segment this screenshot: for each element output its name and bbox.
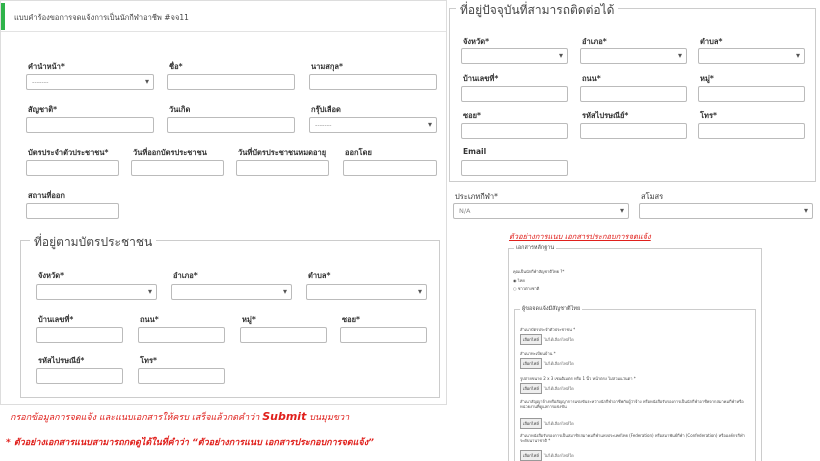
cur-email-input[interactable] [461, 160, 568, 176]
choose-file-button[interactable]: เลือกไฟล์ [520, 334, 542, 345]
addr-province-label: จังหวัด* [38, 271, 65, 280]
firstname-label: ชื่อ* [169, 62, 183, 71]
choose-file-button[interactable]: เลือกไฟล์ [520, 418, 542, 429]
id-address-title: ที่อยู่ตามบัตรประชาชน [30, 233, 156, 252]
cur-phone-label: โทร* [700, 111, 717, 120]
cur-subdistrict-label: ตำบล* [700, 37, 723, 46]
idcard-input[interactable] [26, 160, 119, 176]
radio-foreign[interactable]: ○ ชาวต่างชาติ [513, 286, 540, 291]
firstname-input[interactable] [167, 74, 295, 90]
documents-title: เอกสารหลักฐาน [516, 245, 555, 251]
thai-docs-title: ผู้ขอจดแจ้งมีสัญชาติไทย [522, 306, 581, 312]
doc-item-label: สำเนาทะเบียนบ้าน * [520, 351, 556, 356]
cur-province-select[interactable] [461, 48, 568, 64]
bloodtype-select[interactable] [309, 117, 437, 133]
cur-district-select[interactable] [580, 48, 687, 64]
prefix-select-value: ------- [32, 78, 49, 86]
cur-road-label: ถนน* [582, 74, 601, 83]
nationality-label: สัญชาติ* [28, 105, 58, 114]
issue-place-input[interactable] [26, 203, 119, 219]
issued-by-label: ออกโดย [345, 148, 372, 157]
cur-soi-label: ซอย* [463, 111, 481, 120]
sport-type-select[interactable] [453, 203, 629, 219]
choose-file-button[interactable]: เลือกไฟล์ [520, 450, 542, 461]
cur-moo-input[interactable] [698, 86, 805, 102]
cur-postcode-input[interactable] [580, 123, 687, 139]
addr-subdistrict-select[interactable] [306, 284, 427, 300]
instruction-note [10, 410, 349, 424]
submit-keyword: Submit [262, 410, 307, 423]
addr-house-no-label: บ้านเลขที่* [38, 315, 74, 324]
addr-moo-input[interactable] [240, 327, 327, 343]
cur-email-label: Email [463, 147, 487, 156]
issue-date-input[interactable] [131, 160, 224, 176]
no-file-text: ไม่ได้เลือกไฟล์ใด [544, 453, 574, 458]
addr-house-no-input[interactable] [36, 327, 123, 343]
cur-subdistrict-select[interactable] [698, 48, 805, 64]
no-file-text: ไม่ได้เลือกไฟล์ใด [544, 386, 574, 391]
club-select[interactable] [639, 203, 813, 219]
no-file-text: ไม่ได้เลือกไฟล์ใด [544, 421, 574, 426]
doc-item-label: สำเนาสัญญาจ้างหรือสัญญาการแข่งขันระหว่างนักกีฬาอาชีพกับผู้ว่าจ้าง หรือหนังสือรับรองการเป็นนักกีฬาอาชีพจากสมาคมกีฬาหรือหน่วยงานที่ดูแลการแข่งขัน [520, 399, 744, 409]
choose-file-button[interactable]: เลือกไฟล์ [520, 358, 542, 369]
example-note: * ตัวอย่างเอกสารแนบสามารถกดดูได้ในที่คำว่า “ตัวอย่างการแนบ เอกสารประกอบการจดแจ้ง” [6, 438, 374, 448]
cur-road-input[interactable] [580, 86, 687, 102]
sport-type-value: N/A [459, 207, 471, 215]
issue-place-label: สถานที่ออก [28, 191, 65, 200]
addr-postcode-input[interactable] [36, 368, 123, 384]
no-file-text: ไม่ได้เลือกไฟล์ใด [544, 337, 574, 342]
expiry-date-label: วันที่บัตรประชาชนหมดอายุ [238, 148, 327, 157]
instruction-note-prefix: กรอกข้อมูลการจดแจ้ง และแนบเอกสารให้ครบ เสร็จแล้วกดคำว่า [10, 413, 263, 423]
doc-example-link[interactable]: ตัวอย่างการแนบ เอกสารประกอบการจดแจ้ง [509, 232, 651, 241]
lastname-input[interactable] [309, 74, 437, 90]
addr-moo-label: หมู่* [242, 315, 256, 324]
bloodtype-label: กรุ๊ปเลือด [311, 105, 341, 114]
issued-by-input[interactable] [343, 160, 437, 176]
title-accent-bar [1, 3, 5, 30]
no-file-text: ไม่ได้เลือกไฟล์ใด [544, 361, 574, 366]
cur-postcode-label: รหัสไปรษณีย์* [582, 111, 629, 120]
addr-soi-input[interactable] [340, 327, 427, 343]
addr-phone-label: โทร* [140, 356, 157, 365]
club-label: สโมสร [641, 192, 664, 201]
current-address-title: ที่อยู่ปัจจุบันที่สามารถติดต่อได้ [456, 1, 618, 20]
doc-item-label: สำเนาบัตรประจำตัวประชาชน * [520, 327, 576, 332]
choose-file-button[interactable]: เลือกไฟล์ [520, 383, 542, 394]
addr-subdistrict-label: ตำบล* [308, 271, 331, 280]
idcard-label: บัตรประจำตัวประชาชน* [28, 148, 109, 157]
prefix-select[interactable] [26, 74, 154, 90]
birthdate-input[interactable] [167, 117, 295, 133]
radio-thai-label: ไทย [517, 278, 525, 283]
cur-moo-label: หมู่* [700, 74, 714, 83]
nationality-question: คุณเป็นนักกีฬาสัญชาติไทย ?* [513, 269, 565, 274]
addr-road-input[interactable] [138, 327, 225, 343]
instruction-note-suffix: บนมุมขวา [306, 413, 350, 423]
radio-foreign-label: ชาวต่างชาติ [517, 286, 540, 291]
sport-type-label: ประเภทกีฬา* [455, 192, 498, 201]
cur-house-no-label: บ้านเลขที่* [463, 74, 499, 83]
prefix-label: คำนำหน้า* [28, 62, 65, 71]
addr-postcode-label: รหัสไปรษณีย์* [38, 356, 85, 365]
cur-province-label: จังหวัด* [463, 37, 490, 46]
issue-date-label: วันที่ออกบัตรประชาชน [133, 148, 207, 157]
title-divider [1, 31, 446, 32]
cur-soi-input[interactable] [461, 123, 568, 139]
addr-province-select[interactable] [36, 284, 157, 300]
nationality-input[interactable] [26, 117, 154, 133]
cur-phone-input[interactable] [698, 123, 805, 139]
addr-phone-input[interactable] [138, 368, 225, 384]
cur-district-label: อำเภอ* [582, 37, 607, 46]
expiry-date-input[interactable] [236, 160, 329, 176]
addr-road-label: ถนน* [140, 315, 159, 324]
doc-item-label: รูปถ่ายขนาด 2 x 3 เซนติเมตร หรือ 1 นิ้ว หน้าตรง ไม่สวมแว่นตา * [520, 376, 636, 381]
radio-thai[interactable]: ◉ ไทย [513, 278, 525, 283]
doc-item-label: สำเนาหนังสือรับรองการเป็นสมาชิกสมาคมกีฬาแห่งประเทศไทย (Federation) หรือสมาพันธ์กีฬา (Confederation) หรือองค์กรกีฬาระดับนานาชาติ * [520, 433, 745, 443]
left-form-title: แบบคำร้องขอการจดแจ้งการเป็นนักกีฬาอาชีพ #จจ11 [14, 13, 189, 22]
addr-district-select[interactable] [171, 284, 292, 300]
birthdate-label: วันเกิด [169, 105, 191, 114]
addr-soi-label: ซอย* [342, 315, 360, 324]
lastname-label: นามสกุล* [311, 62, 343, 71]
addr-district-label: อำเภอ* [173, 271, 198, 280]
cur-house-no-input[interactable] [461, 86, 568, 102]
bloodtype-select-value: ------- [315, 121, 332, 129]
